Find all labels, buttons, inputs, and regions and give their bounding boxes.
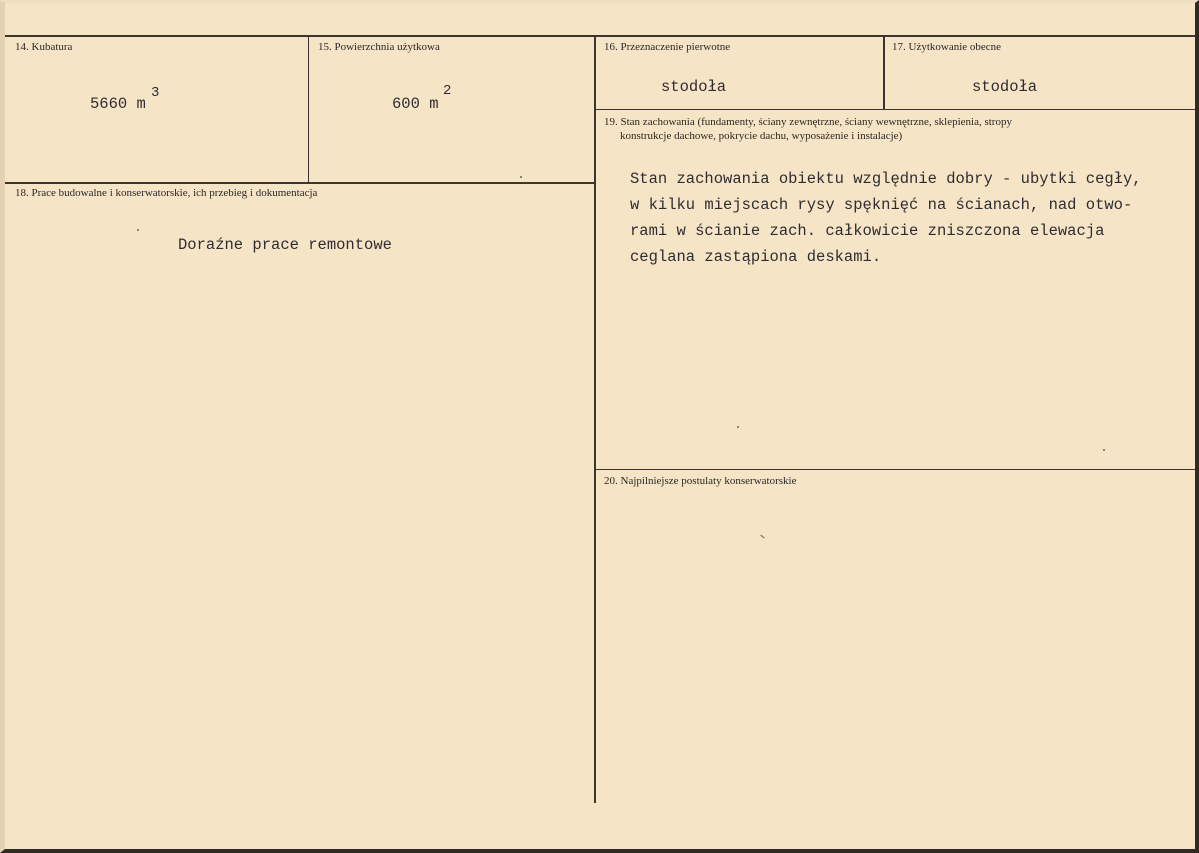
rule-center-vertical [594, 37, 596, 803]
stan-line-1: Stan zachowania obiektu względnie dobry - ubytki cegły, [630, 170, 1142, 188]
rule-field16-bottom [595, 109, 1199, 110]
rule-left-section-bottom [5, 182, 595, 184]
postulaty-label: 20. Najpilniejsze postulaty konserwatorskie [604, 475, 797, 487]
paper-speck [760, 535, 764, 539]
top-rule [5, 35, 1199, 37]
przeznaczenie-label: 16. Przeznaczenie pierwotne [604, 41, 731, 53]
paper-speck [520, 176, 522, 178]
powierzchnia-exponent: 2 [443, 83, 452, 99]
uzytkowanie-label: 17. Użytkowanie obecne [892, 41, 1002, 53]
prace-value: Doraźne prace remontowe [178, 236, 392, 254]
powierzchnia-value: 600 m [392, 95, 439, 113]
kubatura-value: 5660 m [90, 95, 146, 113]
uzytkowanie-value: stodoła [972, 78, 1038, 96]
paper-speck [137, 229, 139, 231]
powierzchnia-label: 15. Powierzchnia użytkowa [318, 41, 440, 53]
kubatura-exponent: 3 [151, 85, 160, 101]
stan-description [630, 166, 1199, 270]
stan-line-2: w kilku miejscach rysy spęknięć na ścianach, nad otwo- [630, 196, 1133, 214]
przeznaczenie-value: stodoła [661, 78, 727, 96]
stan-label-line2: konstrukcje dachowe, pokrycie dachu, wyposażenie i instalacje) [620, 130, 903, 142]
paper-speck [1103, 449, 1105, 451]
paper-speck [737, 426, 739, 428]
rule-kubatura-right [308, 37, 309, 183]
stan-line-3: rami w ścianie zach. całkowicie zniszczona elewacja [630, 222, 1105, 240]
kubatura-label: 14. Kubatura [15, 41, 73, 53]
stan-line-4: ceglana zastąpiona deskami. [630, 248, 882, 266]
rule-field16-right [883, 37, 885, 109]
prace-label: 18. Prace budowalne i konserwatorskie, ich przebieg i dokumentacja [15, 187, 318, 199]
rule-field19-bottom [595, 469, 1199, 470]
stan-label-line1: 19. Stan zachowania (fundamenty, ściany zewnętrzne, ściany wewnętrzne, sklepienia, stropy [604, 116, 1012, 128]
